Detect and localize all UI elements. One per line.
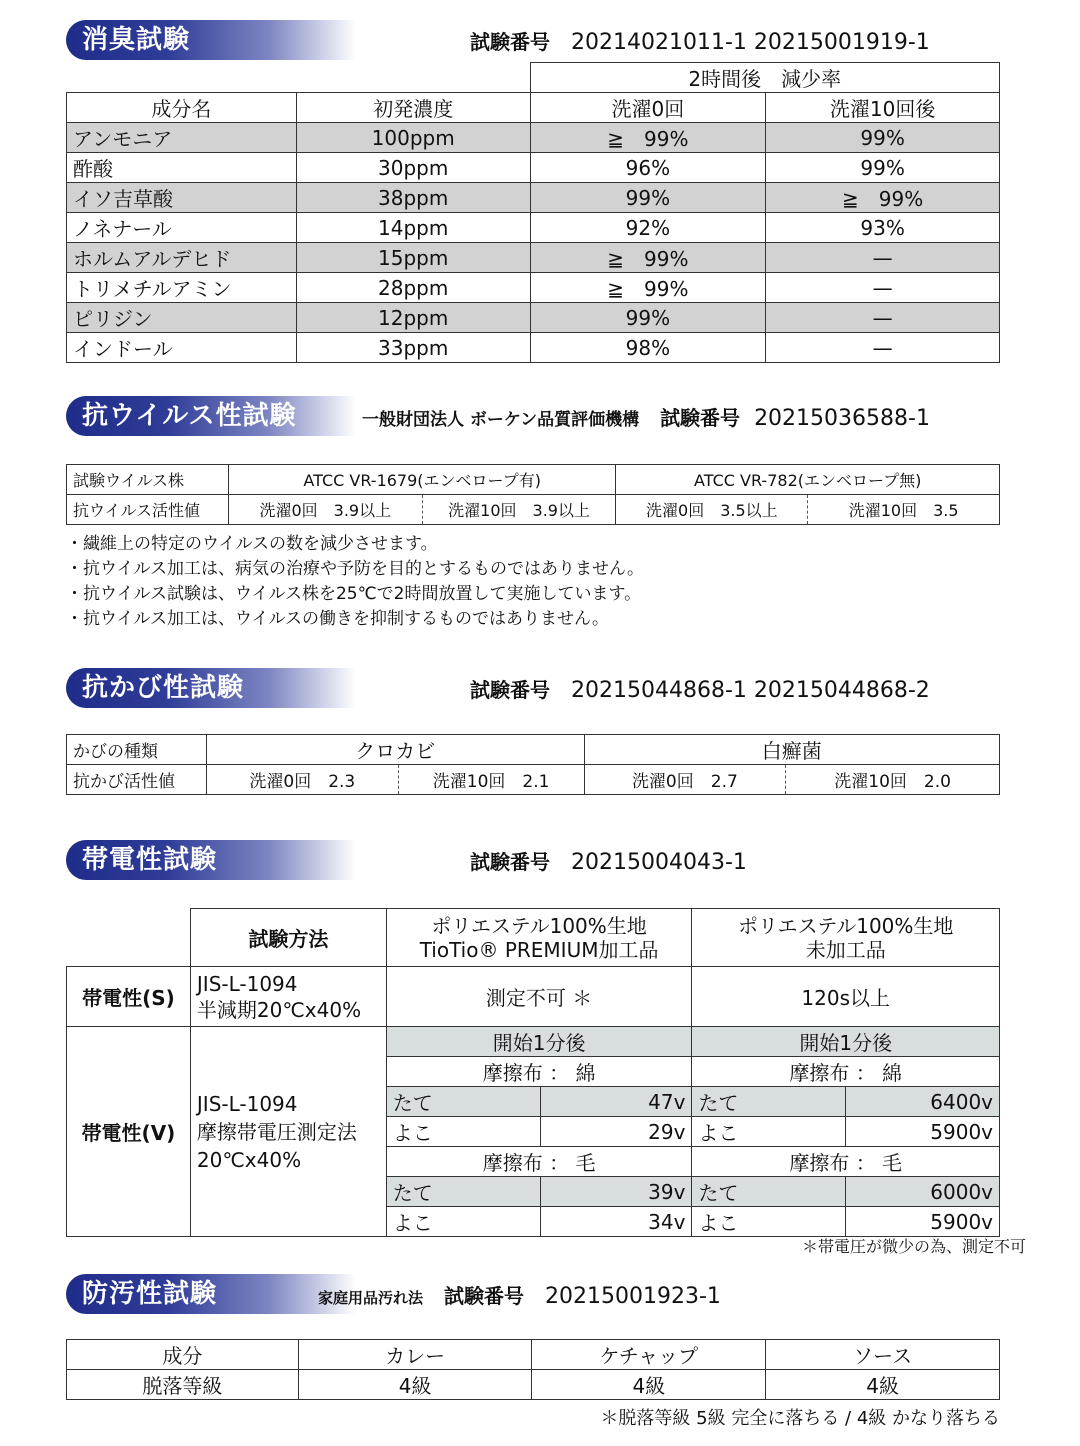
static-header bbox=[0, 840, 1080, 884]
antimold-row2-label: 抗かび活性値 bbox=[67, 765, 207, 795]
deodor-table bbox=[66, 62, 1000, 363]
stain-section bbox=[0, 1274, 1080, 1318]
stain-footnote: ＊脱落等級 5級 完全に落ちる / 4級 かなり落ちる bbox=[600, 1408, 1000, 1429]
antimold-row1-label: かびの種類 bbox=[67, 735, 207, 765]
antimold-type-1: クロカビ bbox=[206, 735, 584, 765]
table-row: 酢酸 30ppm 96% 99% bbox=[67, 153, 1000, 183]
deodor-group-header: 2時間後 減少率 bbox=[530, 63, 999, 93]
static-v-method: JIS-L-1094 摩擦帯電圧測定法 20℃x40% bbox=[190, 1027, 386, 1237]
table-row: よこ 29v よこ 5900v bbox=[67, 1117, 1000, 1147]
deodor-title: 消臭試験 bbox=[66, 20, 356, 60]
antivirus-strain-1: ATCC VR-1679(エンベロープ有) bbox=[228, 465, 616, 495]
deodor-col-name: 成分名 bbox=[67, 93, 297, 123]
table-row: トリメチルアミン 28ppm ≧ 99% — bbox=[67, 273, 1000, 303]
table-row: ホルムアルデヒド 15ppm ≧ 99% — bbox=[67, 243, 1000, 273]
static-s-untreated: 120s以上 bbox=[692, 967, 1000, 1027]
static-table: 試験方法 ポリエステル100%生地 TioTio® PREMIUM加工品 ポリエステル100%生地 未加工品 帯電性(S) JIS-L-1094 半減期20℃x40% 測定不可 ＊ 120s以上 帯電性(V) JIS-L-1094 摩擦帯電圧測定法 20℃x40% 開始1分後 開始1分後 摩擦布 ： 綿 摩擦布 ： 綿 たて 47v たて 6400v よこ 29v よこ 5900v 摩擦布 ： 毛 摩擦布 ： 毛 たて 39v たて 6000v よこ 34v よこ 5900v bbox=[66, 908, 1000, 1237]
table-row: 脱落等級 4級 4級 4級 bbox=[67, 1370, 1000, 1400]
table-row: イソ吉草酸 38ppm 99% ≧ 99% bbox=[67, 183, 1000, 213]
antimold-test-number: 試験番号 20215044868-1 20215044868-2 bbox=[470, 678, 930, 703]
deodor-col-w0: 洗濯0回 bbox=[530, 93, 766, 123]
table-row: ピリジン 12ppm 99% — bbox=[67, 303, 1000, 333]
static-s-method: JIS-L-1094 半減期20℃x40% bbox=[190, 967, 386, 1027]
table-row: ノネナール 14ppm 92% 93% bbox=[67, 213, 1000, 243]
antivirus-section bbox=[0, 396, 1080, 440]
antivirus-strain-2: ATCC VR-782(エンベロープ無) bbox=[616, 465, 1000, 495]
static-col-treated: ポリエステル100%生地 TioTio® PREMIUM加工品 bbox=[386, 909, 692, 967]
list-item: ・ 抗ウイルス試験は、ウイルス株を25℃で2時間放置して実施しています。 bbox=[66, 582, 644, 607]
antivirus-notes bbox=[66, 532, 644, 632]
antimold-title: 抗かび性試験 bbox=[66, 668, 356, 708]
static-s-treated: 測定不可 ＊ bbox=[386, 967, 692, 1027]
table-row: たて 39v たて 6000v bbox=[67, 1177, 1000, 1207]
antimold-header bbox=[0, 668, 1080, 712]
antimold-type-2: 白癬菌 bbox=[584, 735, 1000, 765]
static-s-label: 帯電性(S) bbox=[67, 967, 191, 1027]
stain-title: 防汚性試験 bbox=[66, 1274, 356, 1314]
stain-header bbox=[0, 1274, 1080, 1318]
table-row: アンモニア 100ppm ≧ 99% 99% bbox=[67, 123, 1000, 153]
static-v-label: 帯電性(V) bbox=[67, 1027, 191, 1237]
antimold-table: かびの種類 クロカビ 白癬菌 抗かび活性値 洗濯0回 2.3 洗濯10回 2.1 洗濯0回 2.7 洗濯10回 2.0 bbox=[66, 734, 1000, 795]
static-section bbox=[0, 840, 1080, 884]
antivirus-row1-label: 試験ウイルス株 bbox=[67, 465, 229, 495]
deodor-test-number: 試験番号 20214021011-1 20215001919-1 bbox=[470, 30, 930, 55]
deodor-col-conc: 初発濃度 bbox=[296, 93, 530, 123]
stain-col-name: 成分 bbox=[67, 1340, 299, 1370]
antivirus-test-number: 一般財団法人 ボーケン品質評価機構 試験番号 20215036588-1 bbox=[362, 406, 930, 431]
deodor-header bbox=[0, 20, 1080, 64]
antivirus-row2-label: 抗ウイルス活性値 bbox=[67, 495, 229, 525]
table-row: インドール 33ppm 98% — bbox=[67, 333, 1000, 363]
list-item: ・ 抗ウイルス加工は、病気の治療や予防を目的とするものではありません。 bbox=[66, 557, 644, 582]
antivirus-table: 試験ウイルス株 ATCC VR-1679(エンベロープ有) ATCC VR-782(エンベロープ無) 抗ウイルス活性値 洗濯0回 3.9以上 洗濯10回 3.9以上 洗濯0回 3.5以上 洗濯10回 3.5 bbox=[66, 464, 1000, 525]
table-row: たて 47v たて 6400v bbox=[67, 1087, 1000, 1117]
stain-test-number: 家庭用品汚れ法 試験番号 20215001923-1 bbox=[318, 1284, 721, 1309]
list-item: ・ 繊維上の特定のウイルスの数を減少させます。 bbox=[66, 532, 644, 557]
static-col-untreated: ポリエステル100%生地 未加工品 bbox=[692, 909, 1000, 967]
antivirus-header bbox=[0, 396, 1080, 440]
stain-table: 成分 カレー ケチャップ ソース 脱落等級 4級 4級 4級 bbox=[66, 1339, 1000, 1400]
deodor-col-w10: 洗濯10回後 bbox=[766, 93, 1000, 123]
antimold-section bbox=[0, 668, 1080, 712]
antivirus-title: 抗ウイルス性試験 bbox=[66, 396, 356, 436]
static-title: 帯電性試験 bbox=[66, 840, 356, 880]
deodor-section bbox=[0, 20, 1080, 64]
static-footnote: ＊帯電圧が微少の為、測定不可 bbox=[801, 1237, 1026, 1256]
list-item: ・ 抗ウイルス加工は、ウイルスの働きを抑制するものではありません。 bbox=[66, 607, 644, 632]
static-col-method: 試験方法 bbox=[190, 909, 386, 967]
static-test-number: 試験番号 20215004043-1 bbox=[470, 850, 747, 875]
table-row: よこ 34v よこ 5900v bbox=[67, 1207, 1000, 1237]
